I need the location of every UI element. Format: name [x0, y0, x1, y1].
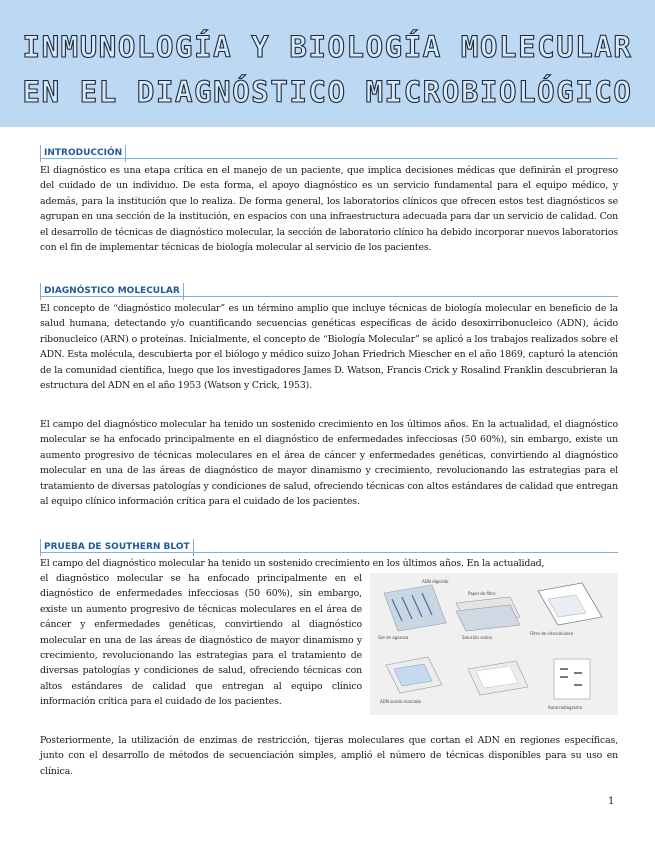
molecular-paragraph-1: El concepto de “diagnóstico molecular” es un término amplio que incluye técnicas de biología molecular en beneficio de la salud humana, detectando y/o cuantificando secuencias genéticas específicas de ácido desoxirribonucleico (ADN), ácido ribonucleico (ARN) o proteínas. Inicialmente, el concepto de “Biología Molecular” se aplicó a los trabajos realizados sobre el ADN. Esta molécula, descubierta por el biólogo y médico suizo Johan Friedrich Miescher en el año 1869, capturó la atención de la comunidad científica, luego que los investigadores James D. Watson, Francis Crick y Rosalind Franklin descubrieran la estructura del ADN en el año 1953 (Watson y Crick, 1953).: [40, 303, 618, 392]
section-heading-intro-label: INTRODUCCIÓN: [40, 145, 126, 162]
figure-label-solucion-salina: Solución salina: [462, 635, 492, 640]
southern-paragraph-1: el diagnóstico molecular se ha enfocado principalmente en el diagnóstico de enfermedades infecciosas (50 60%), sin embargo, existe un aumento progresivo de técnicas moleculares en el área de cáncer y enfermedades genéticas, convirtiendo al diagnóstico molecular en una de las áreas de diagnóstico de mayor dinamismo y crecimiento, revolucionando las estrategias para el tratamiento de diversas patologías y condiciones de salud, ofreciendo técnicas con altos estándares de calidad que entregan al equipo clínico información crítica para el cuidado de los pacientes.: [40, 573, 362, 708]
page-number: 1: [608, 796, 615, 807]
section-heading-intro: [40, 140, 618, 159]
southern-blot-diagram: [370, 573, 618, 715]
section-heading-southern-label: PRUEBA DE SOUTHERN BLOT: [40, 539, 194, 556]
title-line-2: EN EL DIAGNÓSTICO MICROBIOLÓGICO: [22, 75, 633, 109]
title-line-1: INMUNOLOGÍA Y BIOLOGÍA MOLECULAR: [22, 30, 633, 64]
southern-paragraph-2: Posteriormente, la utilización de enzimas de restricción, tijeras moleculares que cortan el ADN en regiones específicas, junto con el desarrollo de métodos de secuenciación simples, amplió el número de técnicas disponibles para su uso en clínica.: [40, 735, 618, 777]
intro-paragraph: El diagnóstico es una etapa crítica en el manejo de un paciente, que implica decisiones médicas que definirán el progreso del cuidado de un individuo. De esta forma, el apoyo diagnóstico es un servicio fundamental para el equipo médico, y además, para la institución que lo realiza. De forma general, los laboratorios clínicos que ofrecen estos test diagnósticos se agrupan en una sección de la institución, en espacios con una infraestructura adecuada para dar un servicio de calidad. Con el desarrollo de técnicas de diagnóstico molecular, la sección de laboratorio clínico ha debido incorporar nuevos laboratorios con el fin de implementar técnicas de biología molecular al servicio de los pacientes.: [40, 165, 618, 254]
section-heading-molecular-label: DIAGNÓSTICO MOLECULAR: [40, 283, 184, 300]
figure-label-adn-digerido: ADN digerido: [422, 579, 449, 584]
figure-label-filtro: Filtro de nitrocelulosa: [530, 631, 573, 636]
figure-label-autorradiograma: Autorradiograma: [548, 705, 583, 710]
southern-paragraph-1-first-line: El campo del diagnóstico molecular ha tenido un sostenido crecimiento en los últimos años. En la actualidad,: [40, 558, 545, 569]
southern-blot-figure: [370, 573, 618, 715]
section-heading-southern: [40, 534, 618, 553]
title-banner: [0, 0, 655, 127]
molecular-paragraph-2: El campo del diagnóstico molecular ha tenido un sostenido crecimiento en los últimos años. En la actualidad, el diagnóstico molecular se ha enfocado principalmente en el diagnóstico de enfermedades infecciosas (50 60%), sin embargo, existe un aumento progresivo de técnicas moleculares en el área de cáncer y enfermedades genéticas, convirtiendo al diagnóstico molecular en una de las áreas de diagnóstico de mayor dinamismo y crecimiento, revolucionando las estrategias para el tratamiento de diversas patologías y condiciones de salud, ofreciendo técnicas con altos estándares de calidad que entregan al equipo clínico información crítica para el cuidado de los pacientes.: [40, 419, 618, 508]
figure-label-gel: Gel de agarosa: [378, 635, 409, 640]
section-heading-molecular: [40, 278, 618, 297]
figure-label-papel-filtro: Papel de filtro: [468, 591, 496, 596]
figure-label-sonda: ADN sonda marcada: [380, 699, 421, 704]
